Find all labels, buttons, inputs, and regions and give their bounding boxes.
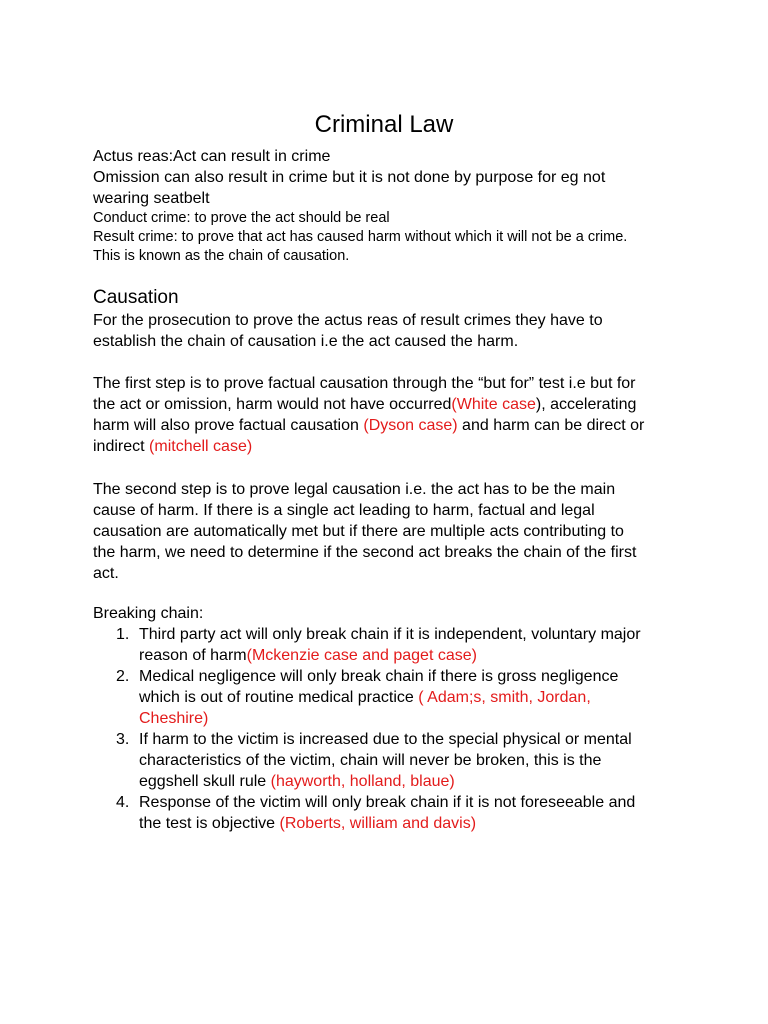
list-item-line	[139, 645, 477, 666]
text-run: reason of harm	[139, 647, 247, 664]
intro-line: Omission can also result in crime but it is not done by purpose for eg not	[93, 169, 606, 186]
page-title: Criminal Law	[314, 111, 454, 138]
case-citation: (Dyson case)	[363, 417, 458, 434]
paragraph-line	[93, 394, 636, 415]
case-citation: (Mckenzie case and paget case)	[246, 647, 477, 664]
text-run: ), accelerating	[535, 396, 637, 413]
list-number: 4.	[116, 794, 130, 811]
list-item-line	[139, 771, 455, 792]
list-heading: Breaking chain:	[93, 605, 204, 622]
paragraph-line: For the prosecution to prove the actus reas of result crimes they have to	[93, 312, 603, 329]
text-run: eggshell skull rule	[139, 773, 271, 790]
paragraph-line: the harm, we need to determine if the second act breaks the chain of the first	[93, 544, 637, 561]
list-item-line	[139, 687, 591, 708]
case-citation: (Roberts, william and davis)	[279, 815, 477, 832]
list-number: 2.	[116, 668, 130, 685]
intro-line: This is known as the chain of causation.	[93, 248, 350, 264]
case-citation: (mitchell case)	[149, 438, 253, 455]
case-citation: ( Adam;s, smith, Jordan,	[418, 689, 591, 706]
text-run: which is out of routine medical practice	[139, 689, 419, 706]
paragraph-line: establish the chain of causation i.e the act caused the harm.	[93, 333, 519, 350]
list-number: 1.	[116, 626, 130, 643]
paragraph-line: act.	[93, 565, 119, 582]
text-run: and harm can be direct or	[457, 417, 645, 434]
intro-line: Result crime: to prove that act has caused harm without which it will not be a crime.	[93, 229, 628, 245]
text-run: the act or omission, harm would not have occurred	[93, 396, 452, 413]
list-item-line: Response of the victim will only break chain if it is not foreseeable and	[139, 794, 636, 811]
list-item-line: Medical negligence will only break chain if there is gross negligence	[139, 668, 619, 685]
paragraph-line: causation are automatically met but if there are multiple acts contributing to	[93, 523, 624, 540]
text-run: the test is objective	[139, 815, 280, 832]
list-item-line: Third party act will only break chain if it is independent, voluntary major	[139, 626, 641, 643]
intro-line: wearing seatbelt	[93, 190, 210, 207]
paragraph-line	[93, 436, 252, 457]
text-run: indirect	[93, 438, 150, 455]
case-citation: (White case	[451, 396, 536, 413]
section-heading-causation: Causation	[93, 287, 179, 308]
paragraph-line: cause of harm. If there is a single act leading to harm, factual and legal	[93, 502, 595, 519]
list-item-line	[139, 813, 476, 834]
paragraph-line: The first step is to prove factual causation through the “but for” test i.e but for	[93, 375, 636, 392]
paragraph-line	[93, 415, 644, 436]
case-citation: Cheshire)	[139, 710, 209, 727]
list-item-line: If harm to the victim is increased due to the special physical or mental	[139, 731, 632, 748]
paragraph-line: The second step is to prove legal causation i.e. the act has to be the main	[93, 481, 616, 498]
list-item-line: characteristics of the victim, chain will never be broken, this is the	[139, 752, 602, 769]
intro-line: Conduct crime: to prove the act should be real	[93, 210, 390, 226]
case-citation: (hayworth, holland, blaue)	[270, 773, 455, 790]
text-run: harm will also prove factual causation	[93, 417, 364, 434]
list-number: 3.	[116, 731, 130, 748]
intro-line: Actus reas:Act can result in crime	[93, 148, 331, 165]
